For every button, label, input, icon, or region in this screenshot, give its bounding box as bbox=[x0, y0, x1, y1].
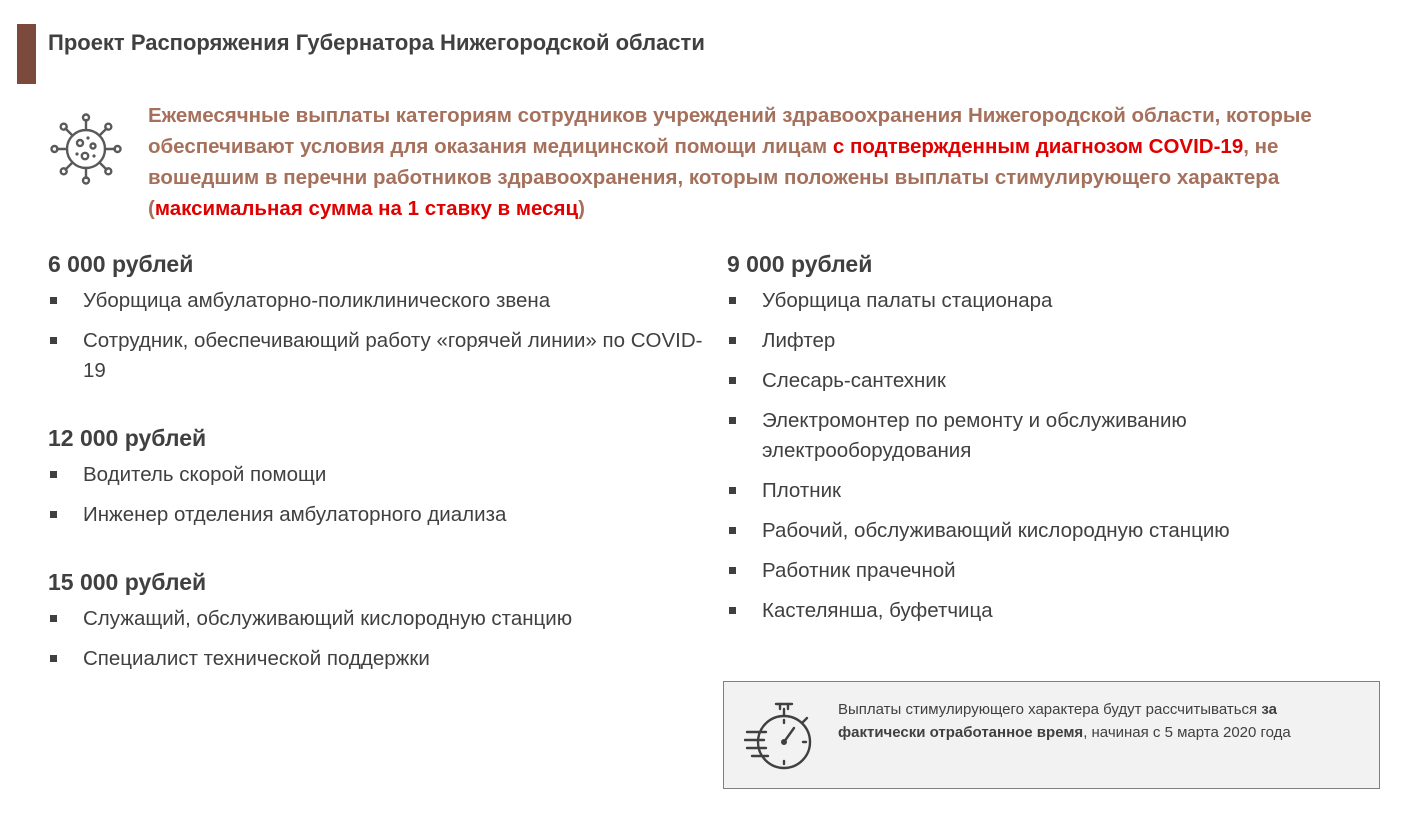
list-item: Специалист технической поддержки bbox=[48, 644, 708, 674]
right-column bbox=[727, 248, 1387, 636]
group-title-9000: 9 000 рублей bbox=[727, 251, 873, 277]
accent-bar bbox=[17, 24, 36, 84]
list-item: Уборщица палаты стационара bbox=[727, 286, 1387, 316]
list-item: Уборщица амбулаторно-поликлинического звена bbox=[48, 286, 708, 316]
left-column bbox=[48, 248, 708, 684]
list-6000 bbox=[48, 286, 708, 386]
note-text-part: , начиная с 5 марта 2020 года bbox=[1083, 723, 1291, 741]
list-item: Рабочий, обслуживающий кислородную станцию bbox=[727, 516, 1387, 546]
note-text-part: Выплаты стимулирующего характера будут рассчитываться bbox=[838, 701, 1262, 718]
list-item: Кастелянша, буфетчица bbox=[727, 596, 1387, 626]
page-title: Проект Распоряжения Губернатора Нижегородской области bbox=[48, 30, 705, 55]
intro-text-part: ) bbox=[578, 197, 585, 220]
list-item: Электромонтер по ремонту и обслуживанию электрооборудования bbox=[727, 406, 1387, 466]
list-9000 bbox=[727, 286, 1387, 626]
list-item: Лифтер bbox=[727, 326, 1387, 356]
intro-highlight-max-sum: максимальная сумма на 1 ставку в месяц bbox=[154, 197, 579, 220]
virus-icon bbox=[50, 113, 122, 185]
intro-text-part: Ежемесячные выплаты категориям сотрудников учреждений здравоохранения Нижегородской области, которые обеспечивают условия для оказания медицинской помощи лицам bbox=[148, 104, 1312, 158]
intro-highlight-diagnosis: с подтвержденным диагнозом COVID-19 bbox=[832, 135, 1244, 158]
list-15000 bbox=[48, 604, 708, 674]
stopwatch-icon bbox=[744, 698, 816, 774]
list-item: Работник прачечной bbox=[727, 556, 1387, 586]
list-12000 bbox=[48, 460, 708, 530]
group-title-12000: 12 000 рублей bbox=[48, 425, 207, 451]
group-title-15000: 15 000 рублей bbox=[48, 569, 207, 595]
intro-text-part: , не вошедшим в перечни работников здравоохранения, которым положены выплаты стимулирующего характера ( bbox=[148, 135, 1280, 220]
list-item: Водитель скорой помощи bbox=[48, 460, 708, 490]
list-item: Инженер отделения амбулаторного диализа bbox=[48, 500, 708, 530]
note-text-bold: за фактически отработанное время bbox=[838, 701, 1277, 741]
list-item: Служащий, обслуживающий кислородную станцию bbox=[48, 604, 708, 634]
group-title-6000: 6 000 рублей bbox=[48, 251, 194, 277]
list-item: Плотник bbox=[727, 476, 1387, 506]
note-text bbox=[838, 699, 1358, 744]
list-item: Сотрудник, обеспечивающий работу «горячей линии» по COVID-19 bbox=[48, 326, 708, 386]
note-box bbox=[723, 681, 1380, 789]
list-item: Слесарь-сантехник bbox=[727, 366, 1387, 396]
intro-text bbox=[148, 100, 1378, 224]
